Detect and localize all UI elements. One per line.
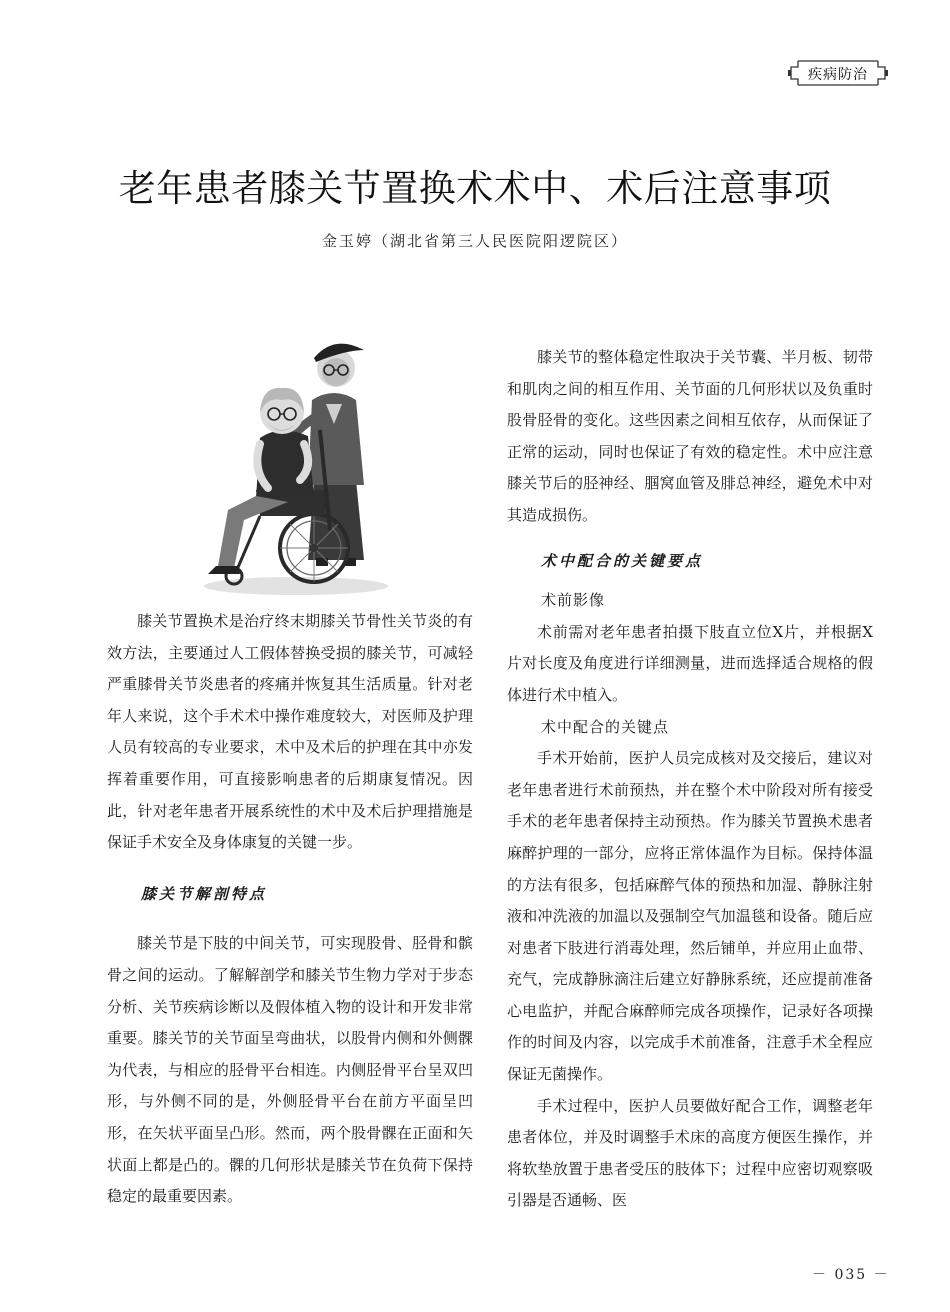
subheading-intraop-keypoints: 术中配合的关键点	[541, 717, 670, 736]
intraop-paragraph-2: 手术过程中，医护人员要做好配合工作，调整老年患者体位，并及时调整手术床的高度方便医生操作，并将软垫放置于患者受压的肢体下；过程中应密切观察吸引器是否通畅、医	[507, 1096, 873, 1210]
preop-imaging-paragraph: 术前需对老年患者拍摄下肢直立位X片，并根据X片对长度及角度进行详细测量，进而选择适合规格的假体进行术中植入。	[507, 622, 873, 704]
badge-label: 疾病防治	[808, 67, 868, 83]
anatomy-paragraph: 膝关节是下肢的中间关节，可实现股骨、胫骨和髌骨之间的运动。了解解剖学和膝关节生物力学对于步态分析、关节疾病诊断以及假体植入物的设计和开发非常重要。膝关节的关节面呈弯曲状，以股骨内侧和外侧髁为代表，与相应的胫骨平台相连。内侧胫骨平台呈双凹形，与外侧不同的是，外侧胫骨平台在前方平面呈凹形，在矢状平面呈凸形。然而，两个股骨髁在正面和矢状面上都是凸的。髁的几何形状是膝关节在负荷下保持稳定的最重要因素。	[107, 934, 473, 1206]
section-badge	[786, 58, 890, 88]
wheelchair-illustration	[196, 320, 396, 598]
left-column	[107, 606, 473, 1213]
section-heading-anatomy: 膝关节解剖特点	[141, 884, 268, 903]
page-number: － 035 －	[812, 1267, 890, 1283]
elderly-couple-icon	[196, 320, 396, 598]
right-column	[507, 342, 873, 1217]
article-author: 金玉婷（湖北省第三人民医院阳逻院区）	[321, 232, 628, 250]
intraop-paragraph-1: 手术开始前，医护人员完成核对及交接后，建议对老年患者进行术前预热，并在整个术中阶段对所有接受手术的老年患者保持主动预热。作为膝关节置换术患者麻醉护理的一部分，应将正常体温作为目标。保持体温的方法有很多，包括麻醉气体的预热和加湿、静脉注射液和冲洗液的加温以及强制空气加温毯和设备。随后应对患者下肢进行消毒处理，然后铺单，并应用止血带、充气，完成静脉滴注后建立好静脉系统，还应提前准备心电监护，并配合麻醉师完成各项操作，记录好各项操作的时间及内容，以完成手术前准备，注意手术全程应保证无菌操作。	[507, 749, 873, 1084]
article-title: 老年患者膝关节置换术术中、术后注意事项	[118, 167, 832, 210]
section-heading-intraop: 术中配合的关键要点	[541, 551, 704, 570]
intro-paragraph: 膝关节置换术是治疗终末期膝关节骨性关节炎的有效方法，主要通过人工假体替换受损的膝关节，可减轻严重膝骨关节炎患者的疼痛并恢复其生活质量。针对老年人来说，这个手术术中操作难度较大，对医师及护理人员有较高的专业要求，术中及术后的护理在其中亦发挥着重要作用，可直接影响患者的后期康复情况。因此，针对老年患者开展系统性的术中及术后护理措施是保证手术安全及身体康复的关键一步。	[107, 612, 473, 852]
stability-paragraph: 膝关节的整体稳定性取决于关节囊、半月板、韧带和肌肉之间的相互作用、关节面的几何形状以及负重时股骨胫骨的变化。这些因素之间相互依存，从而保证了正常的运动，同时也保证了有效的稳定性。术中应注意膝关节后的胫神经、腘窝血管及腓总神经，避免术中对其造成损伤。	[507, 348, 873, 524]
subheading-preop-imaging: 术前影像	[541, 591, 606, 610]
